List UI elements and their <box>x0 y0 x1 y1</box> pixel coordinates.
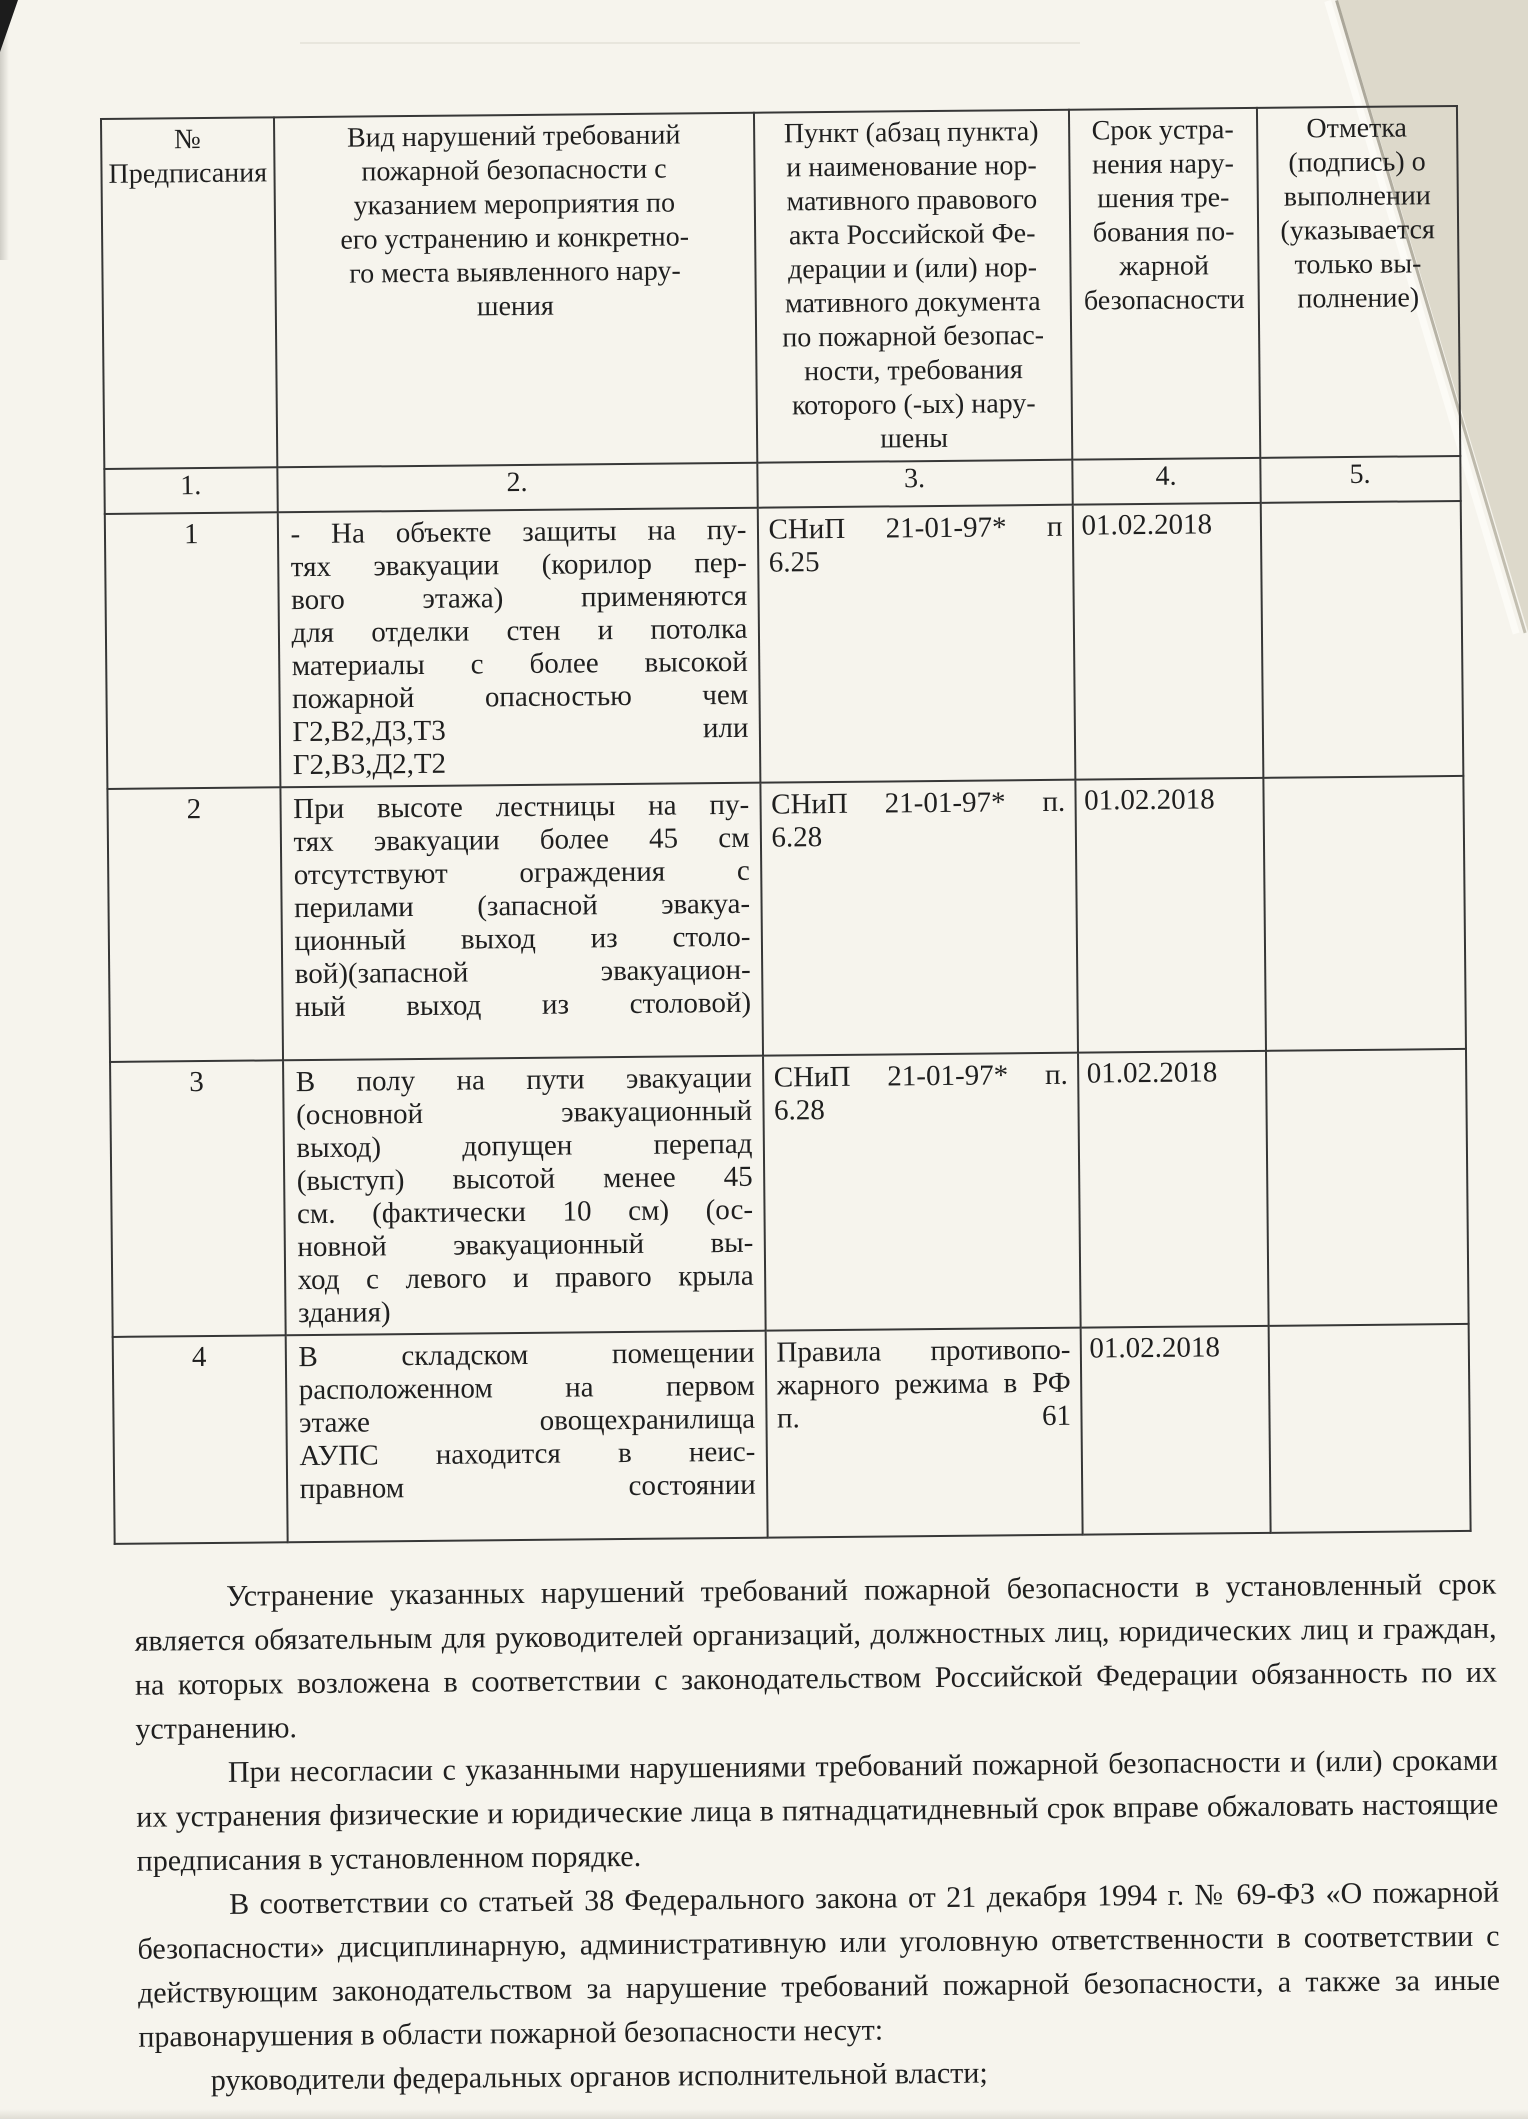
violation-cell: При высоте лестницы на пу- тях эвакуации более 45 см отсутствуют ограждения с перилами (запасной эвакуа- ционный выход из столо- вой)(запасной эвакуацион- ный выход из столовой) <box>280 783 763 1061</box>
row-number-cell: 3 <box>110 1060 285 1337</box>
completion-mark-cell <box>1260 501 1463 778</box>
column-index-1: 1. <box>104 467 277 514</box>
regulation-cell: СНиП 21-01-97* п. 6.28 <box>760 780 1078 1056</box>
table-row <box>107 776 1465 1062</box>
column-index-3: 3. <box>757 460 1072 508</box>
violation-cell: В складском помещении расположенном на первом этаже овощехранилища АУПС находится в неис- правном состоянии <box>285 1331 767 1543</box>
deadline-cell: 01.02.2018 <box>1080 1326 1270 1535</box>
violation-cell: - На объекте защиты на пу- тях эвакуации (корилор пер- вого этажа) применяются для отделки стен и потолка материалы с более высокой пожарной опасностью чем Г2,В2,Д3,Т3 или Г2,В3,Д2,Т2 <box>277 508 760 788</box>
scan-artifact-line <box>300 42 1080 44</box>
column-header-violation: Вид нарушений требований пожарной безопасности с указанием мероприятия по его устранению и конкретно- го места выявленного нару- шения <box>274 113 757 468</box>
table-header-row <box>101 106 1460 469</box>
completion-mark-cell <box>1263 776 1466 1051</box>
row-number-cell: 1 <box>105 512 280 789</box>
column-header-deadline: Срок устра- нения нару- шения тре- бования по- жарной безопасности <box>1068 108 1259 460</box>
table-row <box>110 1049 1468 1337</box>
scan-bottom-shadow <box>0 2109 1528 2119</box>
paragraph-obligation: Устранение указанных нарушений требований пожарной безопасности в установленный срок является обязательным для руководителей организаций, должностных лиц, юридических лиц и граждан, на которых возложена в соответствии с законодательством Российской Федерации обязанность по их устранению. <box>134 1567 1498 1746</box>
paragraph-law-article-38: В соответствии со статьей 38 Федерального закона от 21 декабря 1994 г. № 69-ФЗ «О пожарной безопасности» дисциплинарную, административную или уголовную ответственности в соответствии с действующим законодательством за нарушение требований пожарной безопасности, а также за иные правонарушения в области пожарной безопасности несут: <box>137 1875 1501 2054</box>
row-number-cell: 4 <box>113 1335 288 1544</box>
regulation-cell: СНиП 21-01-97* п 6.25 <box>757 505 1075 783</box>
regulation-cell: Правила противопо- жарного режима в РФ п. 61 <box>765 1328 1082 1538</box>
column-header-number: № Предписания <box>101 117 277 469</box>
row-number-cell: 2 <box>107 787 282 1062</box>
violation-cell: В полу на пути эвакуации (основной эвакуационный выход) допущен перепад (выступ) высотой менее 45 см. (фактически 10 см) (ос- новной эвакуационный вы- ход с левого и правого крыла здания) <box>283 1056 766 1336</box>
completion-mark-cell <box>1268 1324 1470 1533</box>
column-index-2: 2. <box>277 463 757 513</box>
column-header-completion: Отметка (подпись) о выполнении (указывается только вы- полнение) <box>1256 106 1459 458</box>
regulation-cell: СНиП 21-01-97* п. 6.28 <box>763 1053 1081 1331</box>
deadline-cell: 01.02.2018 <box>1078 1051 1269 1328</box>
deadline-cell: 01.02.2018 <box>1072 503 1263 780</box>
body-text <box>134 1563 1501 2104</box>
column-index-4: 4. <box>1072 458 1260 505</box>
violations-table <box>100 105 1471 1545</box>
column-index-5: 5. <box>1260 456 1460 503</box>
completion-mark-cell <box>1266 1049 1469 1326</box>
table-row <box>113 1324 1470 1544</box>
table-row <box>105 501 1463 789</box>
column-header-regulation: Пункт (абзац пункта) и наименование нор- мативного правового акта Российской Фе- дерации и (или) нор- мативного документа по пожарной безопас- ности, требования которого (-ых) нару- шены <box>754 110 1072 463</box>
deadline-cell: 01.02.2018 <box>1075 778 1266 1053</box>
paragraph-responsible-officials: руководители федеральных органов исполнительной власти; <box>210 2056 988 2098</box>
paragraph-appeal: При несогласии с указанными нарушениями требований пожарной безопасности и (или) сроками их устранения физические и юридические лица в пятнадцатидневный срок вправе обжаловать настоящие предписания в установленном порядке. <box>136 1743 1499 1878</box>
